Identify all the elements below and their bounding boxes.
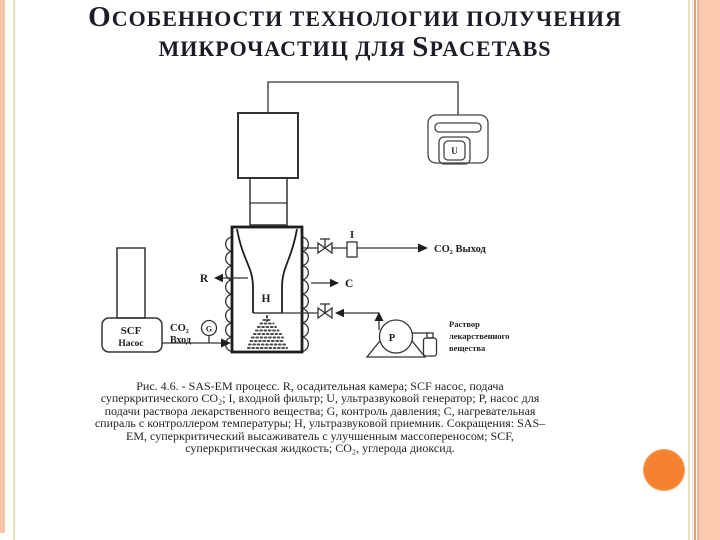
heater-pointer-arrow [330,279,339,287]
transducer-neck [250,178,287,225]
caption-line: спираль с контроллером температуры; H, ультразвуковой приемник. Сокращения: SAS– [94,416,546,431]
ultrasound-generator-box [428,115,488,164]
generator-wire [268,82,458,115]
inlet-filter [347,242,357,257]
feed-arrow-left [335,309,344,317]
label-filter: I [349,230,355,241]
caption-line: подачи раствора лекарственного вещества; G, контроль давления; C, нагревательная [104,403,536,418]
figure-caption [40,380,600,454]
label-gauge: G [205,324,213,334]
title-brand-initial: S [412,31,430,63]
label-solution-3: вещества [449,343,486,353]
label-co2-in-1: CO₂ [170,323,189,334]
caption-line: Рис. 4.6. - SAS-EM процесс. R, осадительная камера; SCF насос, подача [136,379,504,393]
label-pump: P [388,333,396,344]
title-line2-prefix: МИКРОЧАСТИЦ ДЛЯ [158,36,413,61]
caption-line: суперкритическая жидкость; CO₂, углерода диоксид. [185,441,455,456]
co2-outlet-line [303,244,428,253]
label-scf-1: SCF [120,325,142,337]
solution-pump [380,320,413,353]
scf-pump-cylinder [117,248,145,318]
label-co2-out: CO₂ Выход [434,244,486,255]
label-solution-1: Раствор [449,319,480,329]
label-generator: U [451,146,458,156]
label-scf-2: Насос [118,339,144,349]
label-chamber: R [199,273,209,285]
caption-line: EM, суперкритический высаживатель с улучшенным массопереносом; SCF, [126,428,514,443]
solution-bottle [424,333,437,356]
title-line1: ОСОБЕННОСТИ ТЕХНОЛОГИИ ПОЛУЧЕНИЯ [88,1,622,33]
feed-valve [318,304,332,318]
caption-line: суперкритического CO₂; I, входной фильтр; U, ультразвуковой генератор; P, насос для [100,391,540,406]
title-brand-rest: PACETABS [429,36,552,61]
accent-circle [643,449,685,491]
outlet-valve [318,239,332,253]
label-co2-in-2: Вход [170,335,191,346]
label-horn: H [261,293,271,305]
chamber-pointer-arrow [214,274,223,282]
ultrasound-transducer [238,113,298,178]
label-solution-2: лекарственного [449,331,510,341]
label-heater: C [345,278,354,290]
